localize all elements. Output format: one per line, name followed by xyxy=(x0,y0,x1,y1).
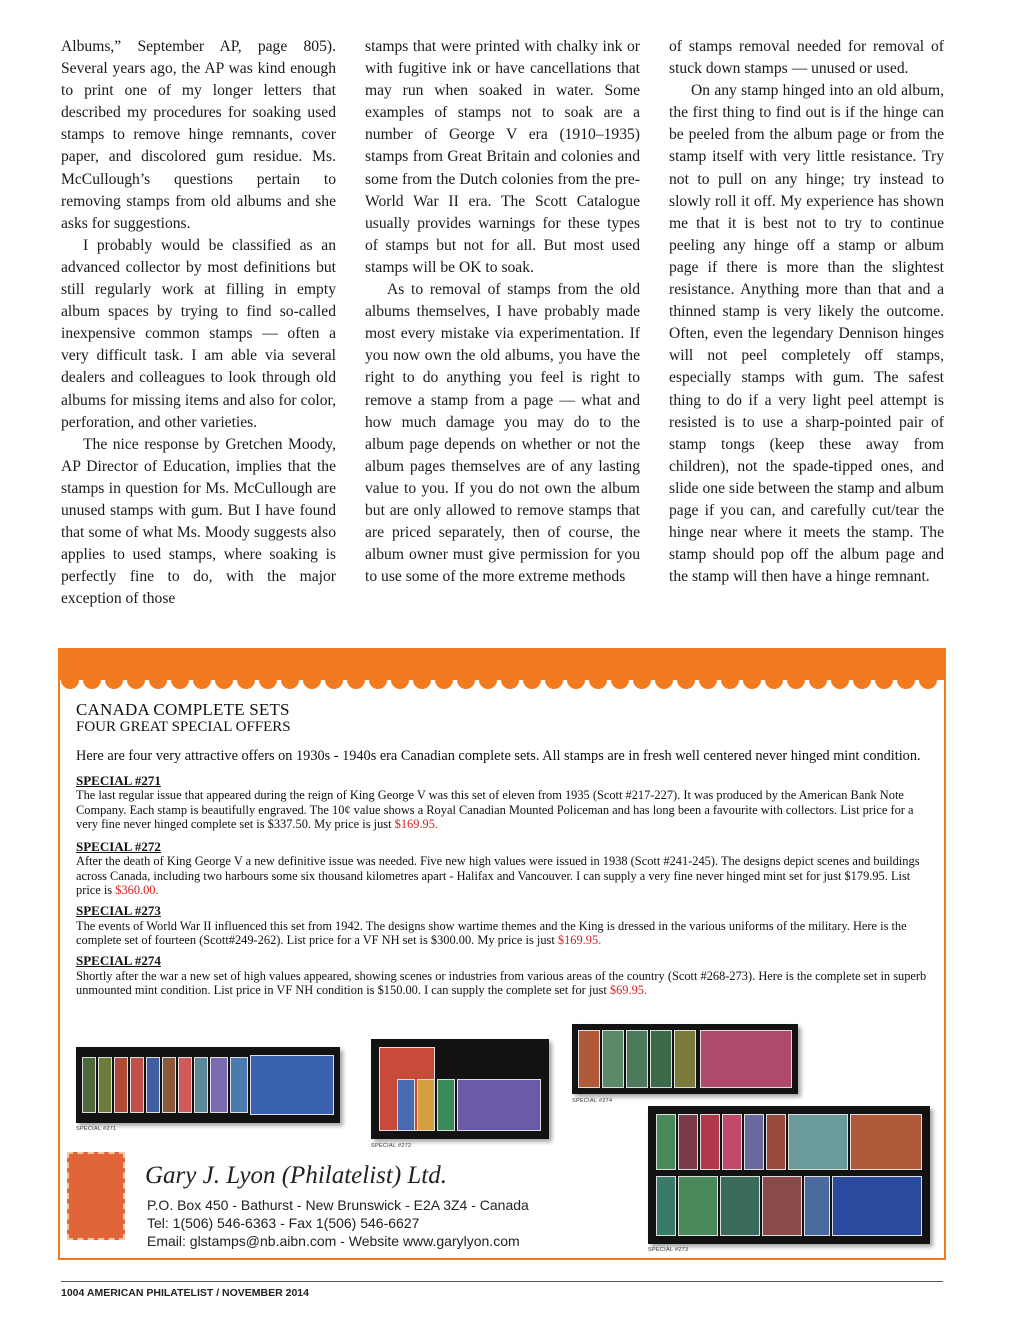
perforation-bump xyxy=(303,671,321,689)
dealer-stamp-image xyxy=(67,1152,125,1240)
special-text: After the death of King George V a new definitive issue was needed. Five new high values were issued in 1938 (Scott #241-245). The designs depict scenes and buildings across Canada, including two harbours some six thousand kilometres apart - Halifax and Vancouver. I can supply a very fine never hinged mint set for just $179.95. List price is xyxy=(76,854,920,898)
perforation-bump xyxy=(523,671,541,689)
dealer-contact: Email: glstamps@nb.aibn.com - Website www.garylyon.com xyxy=(147,1233,520,1249)
perforation-bump xyxy=(105,671,123,689)
special-heading: SPECIAL #274 xyxy=(76,953,161,969)
ad-subtitle: FOUR GREAT SPECIAL OFFERS xyxy=(76,719,291,735)
perforation-bump xyxy=(831,671,849,689)
perforation-bump xyxy=(611,671,629,689)
perforation-bump xyxy=(457,671,475,689)
paragraph: stamps that were printed with chalky ink or with fugitive ink or have cancellations that may run when soaked in water. Some examples of stamps not to soak are a number of George V era (1910–1935) stamps from Great Britain and colonies and some from the Dutch colonies from the pre-World War II era. The Scott Catalogue usually provides warnings for these types of stamps but not for all. But most used stamps will be OK to soak. xyxy=(365,38,640,276)
perforation-bump xyxy=(435,671,453,689)
perforation-bump xyxy=(567,671,585,689)
special-offer xyxy=(76,840,931,897)
page-footer xyxy=(61,1287,309,1299)
perforated-banner xyxy=(60,650,944,698)
perforation-bump xyxy=(677,671,695,689)
special-offer xyxy=(76,954,931,997)
article-column-3 xyxy=(669,36,944,588)
page-number: 1004 xyxy=(61,1287,85,1299)
stamp-set-image-273 xyxy=(648,1106,930,1244)
perforation-bump xyxy=(589,671,607,689)
ad-content xyxy=(76,700,931,997)
special-offer xyxy=(76,904,931,947)
special-text: Shortly after the war a new set of high values appeared, showing scenes or industries from various areas of the country (Scott #268-273). Here is the complete set in superb unmounted mint condition. List price in VF NH condition is $150.00. I can supply the complete set for just xyxy=(76,968,927,997)
perforation-bump xyxy=(875,671,893,689)
perforation-bump xyxy=(325,671,343,689)
perforation-bump xyxy=(765,671,783,689)
perforation-bump xyxy=(545,671,563,689)
perforation-bump xyxy=(127,671,145,689)
perforation-bump xyxy=(369,671,387,689)
perforation-bump xyxy=(853,671,871,689)
stamp-set-image-272 xyxy=(371,1039,549,1139)
perforation-bump xyxy=(83,671,101,689)
perforation-bump xyxy=(897,671,915,689)
article-column-1 xyxy=(61,36,336,610)
ad-title: CANADA COMPLETE SETS xyxy=(76,700,290,719)
special-heading: SPECIAL #271 xyxy=(76,773,161,788)
special-price: $169.95. xyxy=(557,932,602,947)
perforation-bump xyxy=(699,671,717,689)
image-caption: SPECIAL #271 xyxy=(76,1126,117,1132)
ad-intro: Here are four very attractive offers on 1930s - 1940s era Canadian complete sets. All stamps are in fresh well centered never hinged mint condition. xyxy=(76,748,921,764)
special-price: $360.00. xyxy=(115,883,159,898)
article-column-2 xyxy=(365,36,640,588)
perforation-bump xyxy=(215,671,233,689)
perforation-bump xyxy=(787,671,805,689)
special-heading: SPECIAL #273 xyxy=(76,903,161,919)
perforation-bump xyxy=(237,671,255,689)
dealer-address: P.O. Box 450 - Bathurst - New Brunswick - E2A 3Z4 - Canada xyxy=(147,1197,529,1213)
paragraph: As to removal of stamps from the old albums themselves, I have probably made most every mistake via experimentation. If you now own the old albums, you have the right to do anything you feel is right to remove a stamp from a page — what and how much damage you may do to the album page depends on whether or not the album pages themselves are of any lasting value to you. If you do not own the album but are only allowed to remove stamps that are priced separately, then of course, the album owner must give permission for you to use some of the more extreme methods xyxy=(365,281,640,586)
stamp-set-image-271 xyxy=(76,1047,340,1123)
perforation-bump xyxy=(479,671,497,689)
image-caption: SPECIAL #272 xyxy=(371,1143,412,1149)
image-caption: SPECIAL #273 xyxy=(648,1247,689,1253)
perforation-bump xyxy=(919,671,937,689)
footer-divider xyxy=(61,1281,943,1282)
perforation-bump xyxy=(413,671,431,689)
perforation-bump xyxy=(193,671,211,689)
special-offer xyxy=(76,774,931,831)
perforation-bump xyxy=(61,671,79,689)
paragraph: I probably would be classified as an advanced collector by most definitions but still regularly work at filling in empty album spaces by trying to find so-called inexpensive common stamps — often a very difficult task. I am able via several dealers and colleagues to look through old albums for missing items and also for color, perforation, and other varieties. xyxy=(61,236,336,431)
paragraph: On any stamp hinged into an old album, the first thing to find out is if the hinge can be peeled from the album page or from the stamp itself with very little resistance. Try not to pull on any hinge; try instead to slowly roll it off. My experience has shown me that it is best not to try to continue peeling any hinge off a stamp or album page if there is more than the slightest resistance. Anything more than that and a thinned stamp is very likely the outcome. Often, even the legendary Dennison hinges will not peel completely off stamps, especially stamps with gum. The safest thing to do if a very light peel attempt is resisted is to use a sharp-pointed pair of stamp tongs (keep these away from children), not the spade-tipped ones, and slide one side between the stamp and album page if you can, and carefully cut/tear the hinge near where it meets the stamp. The stamp should pop off the album page and the stamp will then have a hinge remnant. xyxy=(669,82,944,586)
perforation-bump xyxy=(633,671,651,689)
perforation-bump xyxy=(391,671,409,689)
perforation-bump xyxy=(743,671,761,689)
special-price: $69.95. xyxy=(609,982,648,997)
special-text: The last regular issue that appeared during the reign of King George V was this set of eleven from 1935 (Scott #217-227). It was produced by the American Bank Note Company. Each stamp is beautifully engraved. The 10¢ value shows a Royal Canadian Mounted Policeman and has long been a favourite with collectors. List price for a very fine never hinged complete set is $337.50. My price is just xyxy=(76,788,914,831)
perforation-bump xyxy=(259,671,277,689)
paragraph: The nice response by Gretchen Moody, AP Director of Education, implies that the stamps in question for Ms. McCullough are unused stamps with gum. But I have found that some of what Ms. Moody suggests also applies to used stamps, where soaking is perfectly fine to do, with the major exception of those xyxy=(61,435,336,608)
stamp-set-image-274 xyxy=(572,1024,798,1094)
perforation-bump xyxy=(171,671,189,689)
perforation-bump xyxy=(721,671,739,689)
perforation-bump xyxy=(809,671,827,689)
image-caption: SPECIAL #274 xyxy=(572,1098,613,1104)
perforation-bump xyxy=(655,671,673,689)
special-text: The events of World War II influenced this set from 1942. The designs show wartime themes and the King is dressed in the various uniforms of the military. Here is the complete set of fourteen (Scott#249-262). List price for a VF NH set is $300.00. My price is just xyxy=(76,918,907,947)
publication-name: AMERICAN PHILATELIST / NOVEMBER 2014 xyxy=(86,1287,309,1299)
paragraph: Albums,” September AP, page 805). Several years ago, the AP was kind enough to print one of my longer letters that described my procedures for soaking used stamps to remove hinge remnants, cover paper, and discolored gum residue. Ms. McCullough’s questions pertain to removing stamps from old albums and she asks for suggestions. xyxy=(61,38,336,232)
paragraph: of stamps removal needed for removal of stuck down stamps — unused or used. xyxy=(669,38,944,78)
perforation-bump xyxy=(149,671,167,689)
special-heading: SPECIAL #272 xyxy=(76,839,161,855)
perforation-bump xyxy=(501,671,519,689)
special-price: $169.95. xyxy=(394,816,439,831)
dealer-phone: Tel: 1(506) 546-6363 - Fax 1(506) 546-6627 xyxy=(147,1215,420,1231)
perforation-bump xyxy=(347,671,365,689)
dealer-name: Gary J. Lyon (Philatelist) Ltd. xyxy=(145,1162,448,1189)
perforation-bump xyxy=(281,671,299,689)
